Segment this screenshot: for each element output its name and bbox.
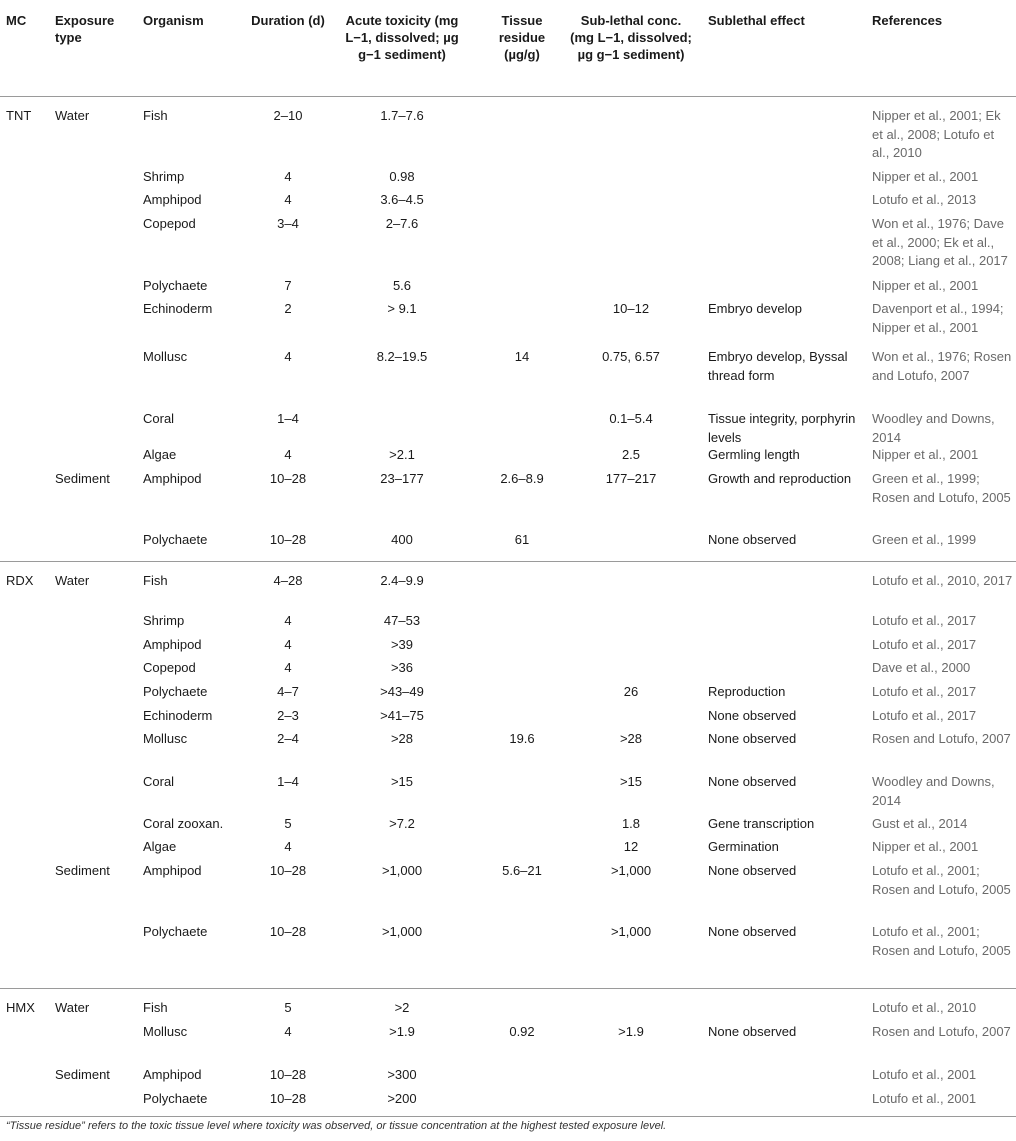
group-divider-rdx	[0, 561, 1016, 562]
cell-slconc: 1.8	[621, 816, 641, 831]
cell-effect: Tissue integrity, porphyrin levels	[708, 411, 856, 445]
cell-organism: Algae	[143, 839, 177, 854]
cell-refs: Lotufo et al., 2010	[872, 1000, 977, 1015]
cell-acute: > 9.1	[387, 301, 417, 316]
cell-duration: 4	[284, 447, 292, 462]
cell-slconc: 177–217	[605, 471, 657, 486]
cell-acute: 2–7.6	[385, 216, 419, 231]
header-organism: Organism	[143, 13, 204, 28]
cell-refs: Nipper et al., 2001; Ek et al., 2008; Lotufo et al., 2010	[872, 108, 1001, 161]
cell-organism: Copepod	[143, 216, 196, 231]
cell-acute: 23–177	[380, 471, 424, 486]
cell-acute: >39	[390, 637, 414, 652]
cell-duration: 4	[284, 613, 292, 628]
cell-refs: Green et al., 1999; Rosen and Lotufo, 2005	[872, 471, 1011, 505]
header-references: References	[872, 13, 943, 28]
cell-duration: 4	[284, 169, 292, 184]
cell-mc: HMX	[6, 1000, 35, 1015]
cell-exposure: Water	[55, 573, 90, 588]
header-duration: Duration (d)	[251, 13, 325, 28]
cell-slconc: >28	[619, 731, 643, 746]
cell-effect: Embryo develop, Byssal thread form	[708, 349, 848, 383]
cell-acute: 47–53	[383, 613, 421, 628]
cell-tissue: 2.6–8.9	[500, 471, 544, 486]
cell-organism: Fish	[143, 573, 168, 588]
cell-organism: Mollusc	[143, 349, 188, 364]
cell-refs: Lotufo et al., 2001; Rosen and Lotufo, 2005	[872, 863, 1011, 897]
cell-duration: 10–28	[269, 532, 307, 547]
cell-effect: Growth and reproduction	[708, 471, 852, 486]
cell-acute: >41–75	[380, 708, 424, 723]
cell-duration: 10–28	[269, 863, 307, 878]
cell-acute: >1,000	[381, 924, 423, 939]
cell-mc: TNT	[6, 108, 32, 123]
cell-exposure: Sediment	[55, 863, 110, 878]
cell-acute: >28	[390, 731, 414, 746]
cell-organism: Copepod	[143, 660, 196, 675]
cell-slconc: >1,000	[610, 924, 652, 939]
cell-acute: 2.4–9.9	[380, 573, 424, 588]
header-sublethal-effect: Sublethal effect	[708, 13, 805, 28]
cell-effect: Germination	[708, 839, 779, 854]
cell-refs: Lotufo et al., 2017	[872, 708, 977, 723]
cell-duration: 10–28	[269, 471, 307, 486]
cell-tissue: 61	[514, 532, 530, 547]
cell-organism: Polychaete	[143, 278, 208, 293]
cell-refs: Rosen and Lotufo, 2007	[872, 1024, 1011, 1039]
cell-exposure: Sediment	[55, 471, 110, 486]
header-tissue-residue: Tissue residue (µg/g)	[498, 13, 546, 62]
cell-exposure: Water	[55, 1000, 90, 1015]
cell-acute: 0.98	[389, 169, 415, 184]
group-divider-hmx	[0, 988, 1016, 989]
cell-duration: 1–4	[277, 774, 299, 789]
cell-effect: None observed	[708, 774, 797, 789]
cell-organism: Polychaete	[143, 924, 208, 939]
cell-acute: >300	[387, 1067, 417, 1082]
cell-duration: 2–3	[277, 708, 299, 723]
cell-organism: Polychaete	[143, 684, 208, 699]
cell-refs: Nipper et al., 2001	[872, 278, 979, 293]
cell-slconc: 0.75, 6.57	[602, 349, 660, 364]
cell-refs: Lotufo et al., 2017	[872, 637, 977, 652]
cell-acute: >200	[387, 1091, 417, 1106]
cell-slconc: 12	[623, 839, 639, 854]
cell-organism: Amphipod	[143, 637, 202, 652]
cell-acute: >2.1	[389, 447, 415, 462]
cell-refs: Nipper et al., 2001	[872, 169, 979, 184]
cell-slconc: 26	[623, 684, 639, 699]
cell-acute: >1,000	[381, 863, 423, 878]
cell-slconc: >1,000	[610, 863, 652, 878]
cell-tissue: 0.92	[509, 1024, 535, 1039]
cell-effect: None observed	[708, 731, 797, 746]
cell-refs: Lotufo et al., 2010, 2017	[872, 573, 1013, 588]
cell-duration: 5	[284, 1000, 292, 1015]
cell-mc: RDX	[6, 573, 34, 588]
cell-organism: Amphipod	[143, 1067, 202, 1082]
cell-effect: Gene transcription	[708, 816, 815, 831]
cell-slconc: 10–12	[612, 301, 650, 316]
cell-acute: >43–49	[380, 684, 424, 699]
cell-tissue: 14	[514, 349, 530, 364]
cell-duration: 4	[284, 660, 292, 675]
cell-duration: 10–28	[269, 1091, 307, 1106]
cell-effect: Germling length	[708, 447, 800, 462]
cell-duration: 10–28	[269, 924, 307, 939]
cell-refs: Dave et al., 2000	[872, 660, 971, 675]
cell-organism: Shrimp	[143, 613, 185, 628]
cell-acute: 5.6	[392, 278, 412, 293]
cell-refs: Lotufo et al., 2001	[872, 1091, 977, 1106]
cell-refs: Won et al., 1976; Dave et al., 2000; Ek et al., 2008; Liang et al., 2017	[872, 216, 1008, 269]
footnote: “Tissue residue” refers to the toxic tissue level where toxicity was observed, or tissue concentration at the highest tested exposure level.	[6, 1120, 667, 1132]
cell-duration: 4	[284, 637, 292, 652]
cell-exposure: Water	[55, 108, 90, 123]
cell-acute: 400	[391, 532, 413, 547]
cell-refs: Nipper et al., 2001	[872, 839, 979, 854]
cell-acute: >15	[390, 774, 414, 789]
cell-refs: Won et al., 1976; Rosen and Lotufo, 2007	[872, 349, 1012, 383]
cell-duration: 2	[284, 301, 292, 316]
cell-slconc: >15	[619, 774, 643, 789]
cell-organism: Polychaete	[143, 1091, 208, 1106]
cell-duration: 4–28	[273, 573, 303, 588]
cell-duration: 10–28	[269, 1067, 307, 1082]
header-sublethal-conc: Sub-lethal conc. (mg L−1, dissolved; µg g−1 sediment)	[570, 13, 692, 62]
cell-effect: None observed	[708, 1024, 797, 1039]
cell-duration: 4	[284, 192, 292, 207]
cell-effect: Reproduction	[708, 684, 786, 699]
cell-duration: 7	[284, 278, 292, 293]
cell-duration: 4	[284, 1024, 292, 1039]
cell-duration: 4	[284, 839, 292, 854]
cell-duration: 3–4	[277, 216, 299, 231]
cell-effect: None observed	[708, 863, 797, 878]
cell-acute: >7.2	[389, 816, 415, 831]
cell-slconc: 0.1–5.4	[609, 411, 653, 426]
cell-organism: Shrimp	[143, 169, 185, 184]
cell-refs: Rosen and Lotufo, 2007	[872, 731, 1011, 746]
cell-organism: Coral	[143, 411, 175, 426]
cell-acute: 8.2–19.5	[376, 349, 428, 364]
cell-duration: 4	[284, 349, 292, 364]
cell-acute: 1.7–7.6	[380, 108, 424, 123]
cell-organism: Fish	[143, 108, 168, 123]
cell-refs: Lotufo et al., 2001	[872, 1067, 977, 1082]
cell-effect: None observed	[708, 924, 797, 939]
cell-refs: Davenport et al., 1994; Nipper et al., 2001	[872, 301, 1004, 335]
cell-refs: Lotufo et al., 2017	[872, 684, 977, 699]
cell-acute: >1.9	[389, 1024, 415, 1039]
cell-effect: None observed	[708, 532, 797, 547]
cell-refs: Woodley and Downs, 2014	[872, 411, 995, 445]
cell-organism: Polychaete	[143, 532, 208, 547]
cell-organism: Echinoderm	[143, 301, 213, 316]
cell-tissue: 5.6–21	[502, 863, 542, 878]
cell-refs: Green et al., 1999	[872, 532, 977, 547]
cell-refs: Lotufo et al., 2013	[872, 192, 977, 207]
cell-refs: Gust et al., 2014	[872, 816, 968, 831]
cell-effect: None observed	[708, 708, 797, 723]
cell-acute: >2	[394, 1000, 410, 1015]
cell-organism: Mollusc	[143, 1024, 188, 1039]
cell-refs: Woodley and Downs, 2014	[872, 774, 995, 808]
cell-organism: Coral zooxan.	[143, 816, 224, 831]
table-bottom-rule	[0, 1116, 1016, 1117]
cell-organism: Mollusc	[143, 731, 188, 746]
header-exposure-type: Exposure type	[55, 13, 115, 45]
cell-refs: Nipper et al., 2001	[872, 447, 979, 462]
cell-duration: 2–10	[273, 108, 303, 123]
header-rule	[0, 96, 1016, 97]
cell-organism: Coral	[143, 774, 175, 789]
cell-duration: 2–4	[277, 731, 299, 746]
cell-duration: 4–7	[277, 684, 299, 699]
cell-acute: >36	[390, 660, 414, 675]
cell-refs: Lotufo et al., 2001; Rosen and Lotufo, 2005	[872, 924, 1011, 958]
cell-organism: Algae	[143, 447, 177, 462]
cell-organism: Amphipod	[143, 192, 202, 207]
header-acute-toxicity: Acute toxicity (mg L−1, dissolved; µg g−1 sediment)	[345, 13, 459, 62]
cell-tissue: 19.6	[509, 731, 535, 746]
cell-effect: Embryo develop	[708, 301, 802, 316]
cell-exposure: Sediment	[55, 1067, 110, 1082]
cell-acute: 3.6–4.5	[380, 192, 424, 207]
cell-duration: 5	[284, 816, 292, 831]
cell-organism: Echinoderm	[143, 708, 213, 723]
cell-slconc: >1.9	[618, 1024, 644, 1039]
cell-organism: Amphipod	[143, 863, 202, 878]
cell-duration: 1–4	[277, 411, 299, 426]
header-mc: MC	[6, 13, 27, 28]
cell-slconc: 2.5	[621, 447, 641, 462]
cell-refs: Lotufo et al., 2017	[872, 613, 977, 628]
cell-organism: Amphipod	[143, 471, 202, 486]
cell-organism: Fish	[143, 1000, 168, 1015]
